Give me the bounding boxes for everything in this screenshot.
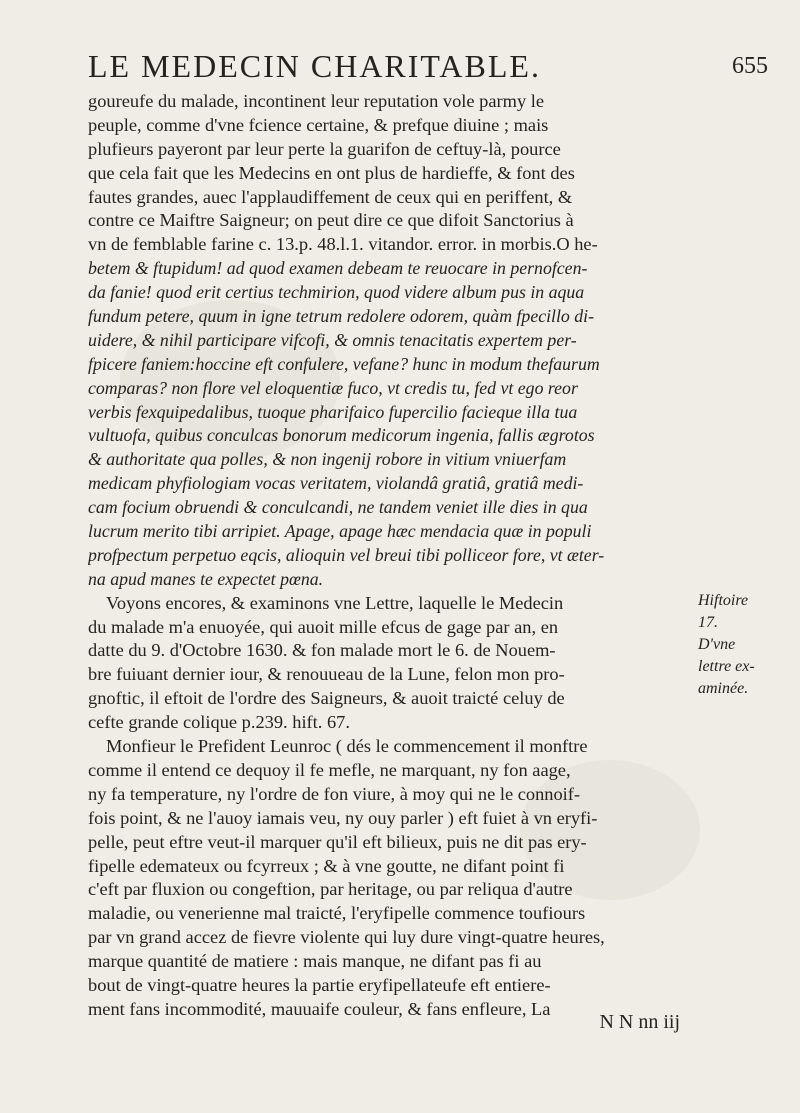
- text-line: contre ce Maiftre Saigneur; on peut dire ce que difoit Sanctorius à: [88, 210, 574, 231]
- text-line: datte du 9. d'Octobre 1630. & fon malade mort le 6. de Nouem-: [88, 640, 556, 661]
- text-line: comparas? non flore vel eloquentiæ fuco, vt credis tu, fed vt ego reor: [88, 377, 578, 398]
- text-line: betem & ftupidum! ad quod examen debeam te reuocare in pernofcen-: [88, 258, 588, 279]
- page-number: 655: [732, 53, 768, 79]
- margin-note-line: Hiftoire: [698, 592, 749, 609]
- text-line: vn de femblable farine c. 13.p. 48.l.1. vitandor. error. in morbis.O he-: [88, 234, 598, 255]
- text-line: bre fuiuant dernier iour, & renouueau de la Lune, felon mon pro-: [88, 664, 565, 685]
- text-line: uidere, & nihil participare vifcofi, & omnis tenacitatis expertem per-: [88, 329, 577, 350]
- text-line: par vn grand accez de fievre violente qui luy dure vingt-quatre heures,: [88, 927, 605, 948]
- text-line: que cela fait que les Medecins en ont plus de hardieffe, & font des: [88, 162, 575, 183]
- text-line: cam focium obruendi & conculcandi, ne tandem veniet ille dies in qua: [88, 497, 588, 518]
- text-line: profpectum perpetuo eqcis, alioquin vel breui tibi polliceor fore, vt æter-: [88, 544, 605, 565]
- text-line: peuple, comme d'vne fcience certaine, & prefque diuine ; mais: [88, 114, 549, 135]
- text-line: pelle, peut eftre veut-il marquer qu'il eft bilieux, puis ne dit pas ery-: [88, 831, 587, 852]
- text-line: verbis fexquipedalibus, tuoque pharifaico fupercilio facieque illa tua: [88, 401, 578, 422]
- running-head-title: LE MEDECIN CHARITABLE.: [88, 48, 541, 84]
- margin-note: [698, 590, 778, 700]
- text-line: medicam phyfiologiam vocas veritatem, violandâ gratiâ, gratiâ medi-: [88, 473, 584, 494]
- text-line: Voyons encores, & examinons vne Lettre, laquelle le Medecin: [106, 592, 564, 613]
- text-line: goureufe du malade, incontinent leur reputation vole parmy le: [88, 91, 545, 111]
- text-line: marque quantité de matiere : mais manque, ne difant pas fi au: [88, 951, 542, 972]
- text-line: bout de vingt-quatre heures la partie eryfipellateufe eft entiere-: [88, 974, 551, 995]
- running-head: [88, 46, 768, 86]
- text-line: ny fa temperature, ny l'ordre de fon viure, à moy qui ne le connoif-: [88, 783, 581, 804]
- margin-note-line: lettre ex-: [698, 658, 755, 675]
- text-line: c'eft par fluxion ou congeftion, par heritage, ou par reliqua d'autre: [88, 879, 573, 900]
- text-line: da fanie! quod erit certius techmirion, quod videre album pus in aqua: [88, 282, 585, 303]
- text-line: fpicere faniem:hoccine eft confulere, vefane? hunc in modum thefaurum: [88, 353, 600, 374]
- text-line: & authoritate qua polles, & non ingenij robore in vitium vniuerfam: [88, 449, 567, 470]
- text-line: du malade m'a enuoyée, qui auoit mille efcus de gage par an, en: [88, 616, 559, 637]
- text-line: Monfieur le Prefident Leunroc ( dés le commencement il monftre: [106, 736, 588, 757]
- margin-note-line: D'vne: [698, 636, 736, 653]
- text-line: maladie, ou venerienne mal traicté, l'eryfipelle commence toufiours: [88, 903, 586, 924]
- text-line: plufieurs payeront par leur perte la guarifon de ceftuy-là, pource: [88, 138, 561, 159]
- text-line: vultuofa, quibus conculcas bonorum medicorum ingenia, fallis ægrotos: [88, 425, 595, 446]
- margin-note-line: 17.: [698, 614, 718, 631]
- text-line: comme il entend ce dequoy il fe mefle, ne marquant, ny fon aage,: [88, 759, 571, 780]
- text-line: lucrum merito tibi arripiet. Apage, apage hæc mendacia quæ in populi: [88, 521, 592, 542]
- text-line: fois point, & ne l'auoy iamais veu, ny ouy parler ) eft fuiet à vn eryfi-: [88, 807, 598, 828]
- margin-note-line: aminée.: [698, 680, 749, 697]
- text-line: fipelle edemateux ou fcyrreux ; & à vne goutte, ne difant point fi: [88, 855, 565, 876]
- text-line: na apud manes te expectet pœna.: [88, 568, 324, 589]
- text-line: cefte grande colique p.239. hift. 67.: [88, 712, 350, 733]
- text-line: ment fans incommodité, mauuaife couleur, & fans enfleure, La: [88, 998, 551, 1019]
- text-line: gnoftic, il eftoit de l'ordre des Saigneurs, & auoit traicté celuy de: [88, 688, 565, 709]
- text-line: fundum petere, quum in igne tetrum redolere odorem, quàm fpecillo di-: [88, 306, 595, 327]
- text-line: fautes grandes, auec l'applaudiffement de ceux qui en periffent, &: [88, 186, 573, 207]
- signature-mark: N N nn iij: [599, 1011, 680, 1033]
- body-text: [88, 90, 680, 1022]
